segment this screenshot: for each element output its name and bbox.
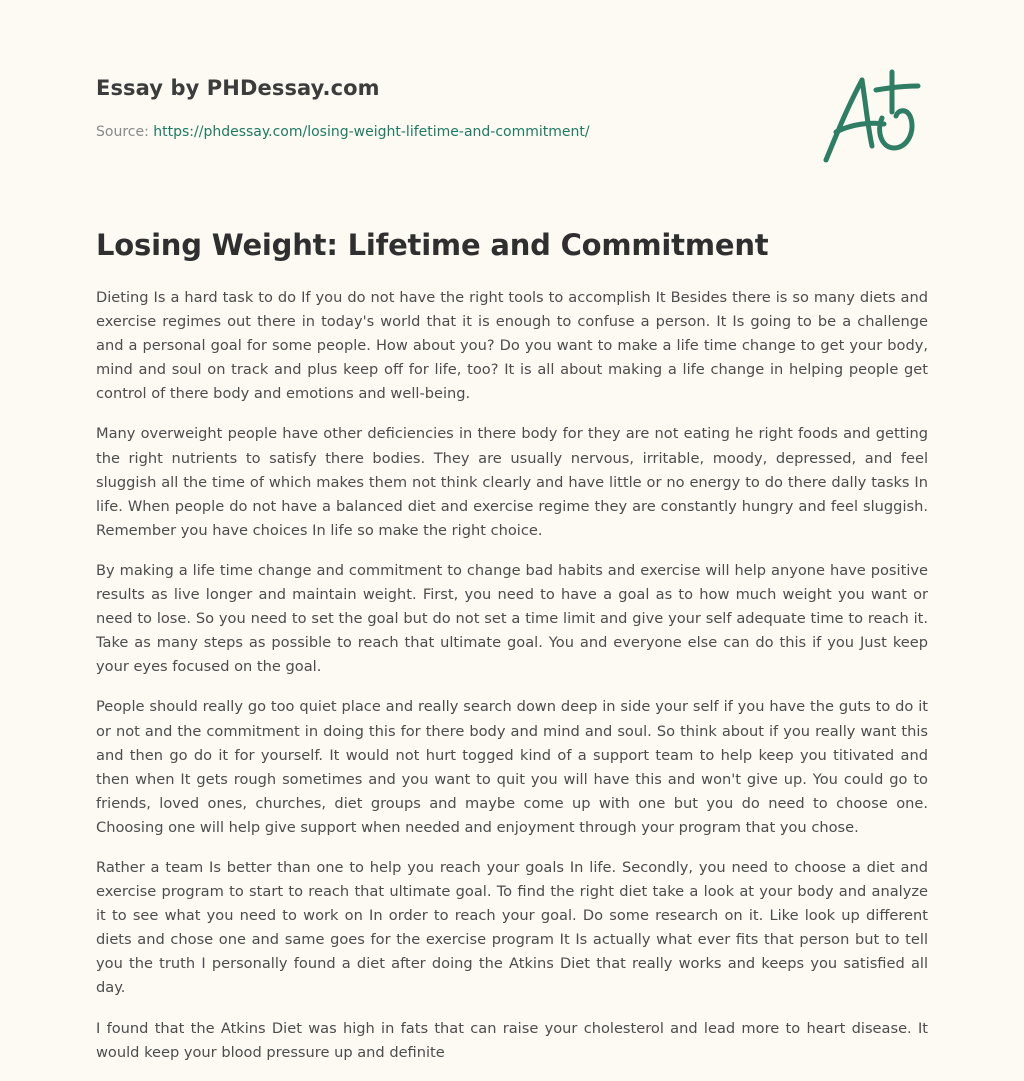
essay-paragraph: By making a life time change and commitment to change bad habits and exercise will help anyone have positive results as live longer and maintain weight. First, you need to have a goal as to how much weight you want or need to lose. So you need to set the goal but do not set a time limit and give your self adequate time to reach it. Take as many steps as possible to reach that ultimate goal. You and everyone else can do this if you Just keep your eyes focused on the goal.	[96, 561, 928, 676]
essay-paragraph: Rather a team Is better than one to help you reach your goals In life. Secondly, you need to choose a diet and exercise program to start to reach that ultimate goal. To find the right diet take a look at your body and analyze it to see what you need to work on In order to reach your goal. Do some research on it. Like look up different diets and chose one and same goes for the exercise program It Is actually what ever fits that person but to tell you the truth I personally found a diet after doing the Atkins Diet that really works and keeps you satisfied all day.	[96, 858, 928, 997]
site-title: Essay by PHDessay.com	[96, 76, 380, 100]
essay-title: Losing Weight: Lifetime and Commitment	[96, 228, 769, 262]
essay-paragraph: People should really go too quiet place and really search down deep in side your self if you have the guts to do it or not and the commitment in doing this for there body and mind and soul. So think about if you really want this and then go do it for yourself. It would not hurt togged kind of a support team to help keep you titivated and then when It gets rough sometimes and you want to quit you will have this and won't give up. You could go to friends, loved ones, churches, diet groups and maybe come up with one but you do need to choose one. Choosing one will help give support when needed and enjoyment through your program that you chose.	[96, 698, 928, 836]
source-label: Source:	[96, 124, 149, 140]
essay-paragraph: Many overweight people have other deficiencies in there body for they are not eating he right foods and getting the right nutrients to satisfy there bodies. They are usually nervous, irritable, moody, depressed, and feel sluggish all the time of which makes them not think clearly and have little or no energy to do there dally tasks In life. When people do not have a balanced diet and exercise regime they are constantly hungry and feel sluggish. Remember you have choices In life so make the right choice.	[96, 425, 928, 539]
header	[96, 0, 928, 210]
essay-paragraph: Dieting Is a hard task to do If you do not have the right tools to accomplish It Besides there is so many diets and exercise regimes out there in today's world that it is enough to confuse a person. It Is going to be a challenge and a personal goal for some people. How about you? Do you want to make a life time change to get your body, mind and soul on track and plus keep off for life, too? It is all about making a life change in helping people get control of there body and emotions and well-being.	[96, 289, 928, 403]
source-link[interactable]: https://phdessay.com/losing-weight-lifetime-and-commitment/	[153, 124, 590, 140]
a-plus-logo-icon	[822, 66, 926, 166]
essay-content	[96, 286, 928, 1081]
page	[96, 0, 928, 1061]
source-line	[96, 124, 590, 140]
essay-paragraph: I found that the Atkins Diet was high in fats that can raise your cholesterol and lead more to heart disease. It would keep your blood pressure up and definite	[96, 1019, 928, 1061]
